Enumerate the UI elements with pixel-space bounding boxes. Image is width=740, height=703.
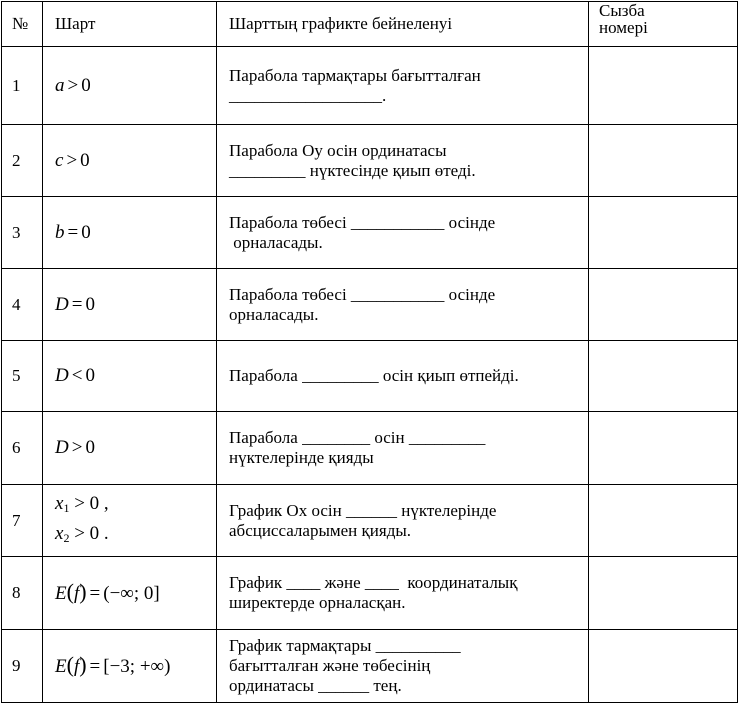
description-cell: Парабола ________ осін _________ нүктелерінде қияды	[217, 412, 589, 485]
table-row	[2, 47, 738, 125]
header-number: №	[2, 2, 43, 47]
header-condition: Шарт	[43, 2, 217, 47]
condition-cell: a > 0	[43, 47, 217, 125]
conditions-table	[1, 1, 738, 703]
description-cell: График ____ және ____ координаталық ширектерде орналасқан.	[217, 557, 589, 630]
row-number: 5	[2, 341, 43, 412]
table-row	[2, 412, 738, 485]
sketch-number-cell[interactable]	[589, 485, 738, 557]
row-number: 2	[2, 125, 43, 197]
condition-cell: D = 0	[43, 269, 217, 341]
table-row	[2, 197, 738, 269]
description-cell: Парабола _________ осін қиып өтпейді.	[217, 341, 589, 412]
sketch-number-cell[interactable]	[589, 557, 738, 630]
header-graph: Шарттың графикте бейнеленуі	[217, 2, 589, 47]
description-cell: Парабола тармақтары бағытталған __________________.	[217, 47, 589, 125]
table-header-row	[2, 2, 738, 47]
sketch-number-cell[interactable]	[589, 197, 738, 269]
row-number: 8	[2, 557, 43, 630]
condition-cell: D > 0	[43, 412, 217, 485]
description-cell: График тармақтары __________ бағытталған және төбесінің ординатасы ______ тең.	[217, 630, 589, 703]
sketch-number-cell[interactable]	[589, 125, 738, 197]
row-number: 9	[2, 630, 43, 703]
condition-cell: c > 0	[43, 125, 217, 197]
row-number: 4	[2, 269, 43, 341]
description-cell: Парабола төбесі ___________ осінде орналасады.	[217, 197, 589, 269]
condition-cell: b = 0	[43, 197, 217, 269]
table-row	[2, 485, 738, 557]
row-number: 1	[2, 47, 43, 125]
row-number: 6	[2, 412, 43, 485]
row-number: 3	[2, 197, 43, 269]
condition-cell: $x_1 > 0$ , $x_2 > 0$ .	[43, 485, 217, 557]
row-number: 7	[2, 485, 43, 557]
table-row	[2, 125, 738, 197]
condition-cell: D < 0	[43, 341, 217, 412]
table-row	[2, 341, 738, 412]
description-cell: Парабола төбесі ___________ осінде орналасады.	[217, 269, 589, 341]
sketch-number-cell[interactable]	[589, 269, 738, 341]
table-row	[2, 269, 738, 341]
sketch-number-cell[interactable]	[589, 47, 738, 125]
condition-cell: E(f) = [−3; +∞)	[43, 630, 217, 703]
sketch-number-cell[interactable]	[589, 341, 738, 412]
table-row	[2, 557, 738, 630]
description-cell: Парабола Оу осін ординатасы _________ нүктесінде қиып өтеді.	[217, 125, 589, 197]
table-row	[2, 630, 738, 703]
sketch-number-cell[interactable]	[589, 412, 738, 485]
condition-cell: E(f) = (−∞; 0]	[43, 557, 217, 630]
description-cell: График Ох осін ______ нүктелерінде абсциссаларымен қияды.	[217, 485, 589, 557]
sketch-number-cell[interactable]	[589, 630, 738, 703]
header-sketch: Сызба номері	[589, 2, 738, 47]
